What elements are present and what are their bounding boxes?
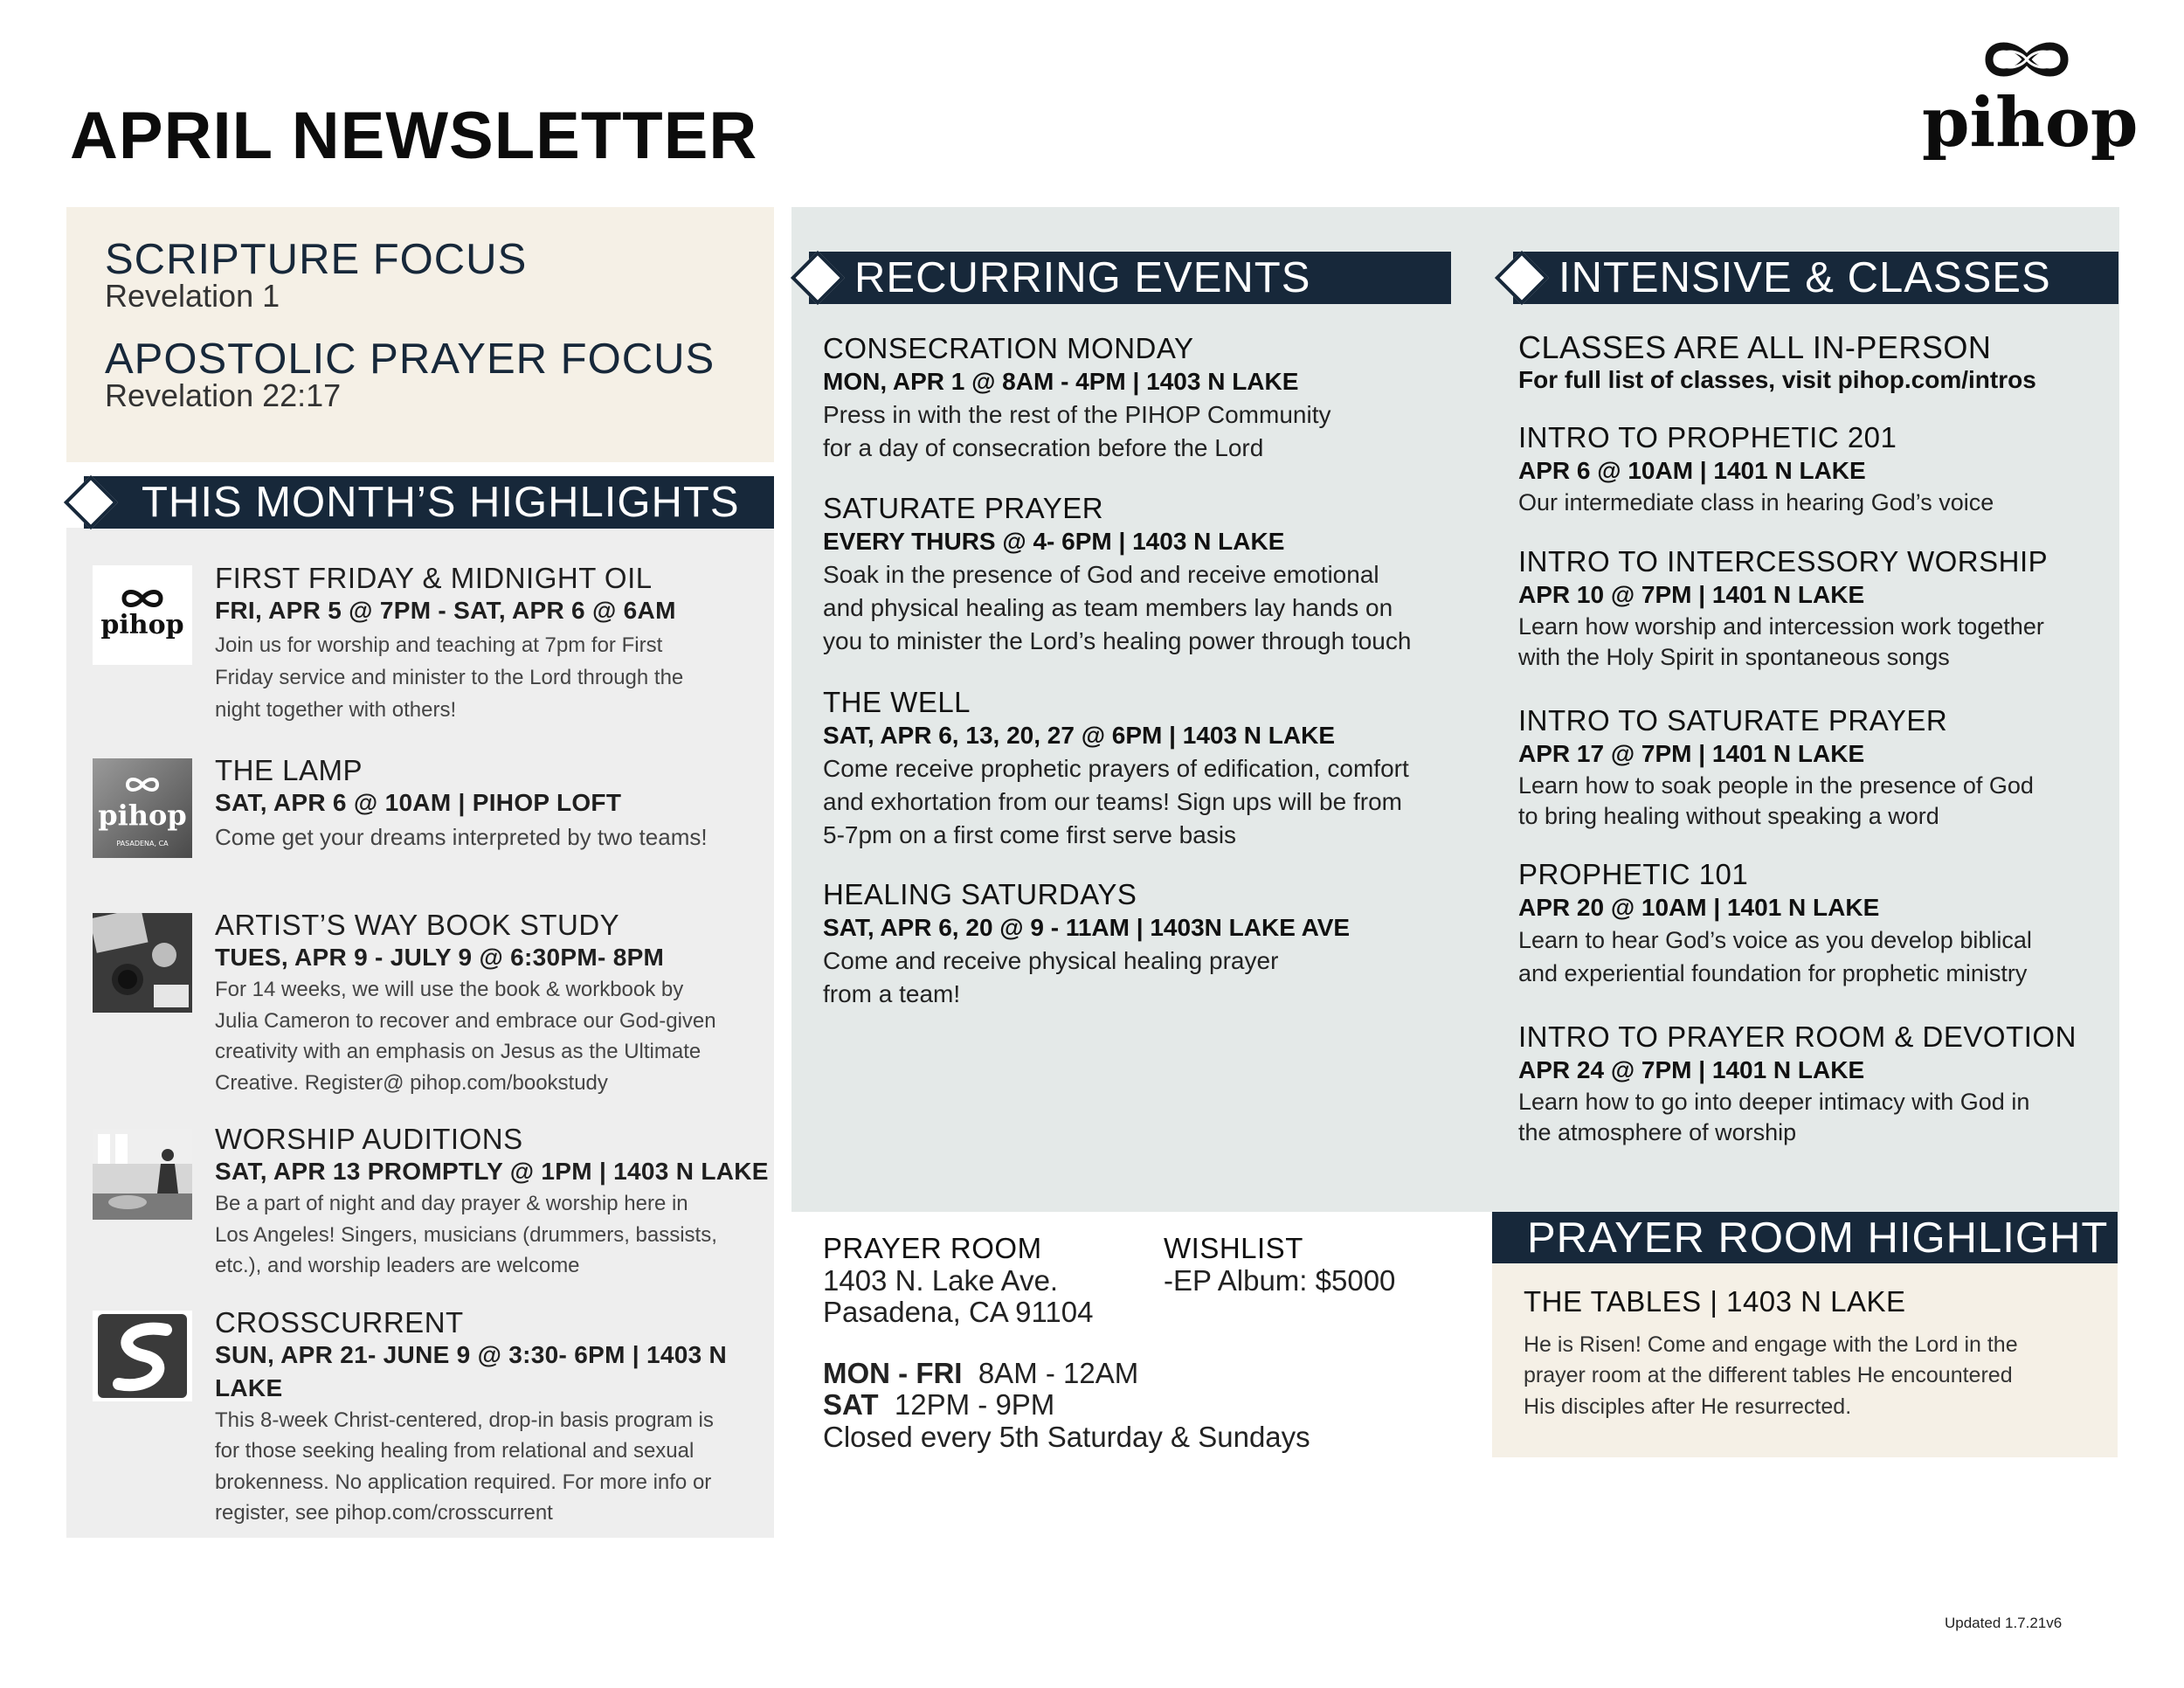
- classes-intro: [1518, 330, 2112, 394]
- highlight-title: THE LAMP: [215, 754, 363, 786]
- pihop-logo-icon: [93, 565, 192, 665]
- class-date: APR 20 @ 10AM | 1401 N LAKE: [1518, 893, 1880, 921]
- event-title: SATURATE PRAYER: [823, 492, 1104, 524]
- recurring-event: [823, 878, 1513, 1011]
- infinity-logo-icon: [1979, 35, 2075, 84]
- classes-intro-link: For full list of classes, visit pihop.com/intros: [1518, 365, 2036, 393]
- class-title: INTRO TO PROPHETIC 201: [1518, 421, 1897, 453]
- prayer-room-address-line2: Pasadena, CA 91104: [823, 1296, 1094, 1329]
- highlight-description: Join us for worship and teaching at 7pm for First Friday service and minister to the Lord through the night together with others!: [215, 633, 684, 723]
- pihop-logo: [1922, 35, 2139, 163]
- prayer-highlight-title: THE TABLES | 1403 N LAKE: [1524, 1285, 1906, 1318]
- highlight-description: Come get your dreams interpreted by two teams!: [215, 824, 708, 851]
- class-item: [1518, 421, 2112, 518]
- updated-note: Updated 1.7.21v6: [1945, 1615, 2063, 1631]
- highlight-item: [215, 755, 774, 854]
- class-description: Learn how worship and intercession work together with the Holy Spirit in spontaneous songs: [1518, 612, 2044, 671]
- wishlist-label: WISHLIST: [1164, 1232, 1303, 1264]
- pihop-pasadena-photo-icon: [93, 758, 192, 858]
- event-description: Come and receive physical healing prayer from a team!: [823, 946, 1279, 1007]
- highlight-description: This 8-week Christ-centered, drop-in basis program is for those seeking healing from relational and sexual brokenness. No application required. For more info or register, see pihop.com/crosscurrent: [215, 1408, 714, 1525]
- worship-room-photo-icon: [93, 1129, 192, 1220]
- svg-text:pihop: pihop: [100, 610, 184, 640]
- prayer-room-highlight-banner: PRAYER ROOM HIGHLIGHT: [1492, 1212, 2118, 1263]
- classes-banner: INTENSIVE & CLASSES: [1513, 252, 2118, 304]
- class-title: INTRO TO INTERCESSORY WORSHIP: [1518, 545, 2049, 578]
- highlight-date: SUN, APR 21- JUNE 9 @ 3:30- 6PM | 1403 N LAKE: [215, 1341, 728, 1402]
- wishlist-item: -EP Album: $5000: [1164, 1264, 1396, 1297]
- prayer-room-address-line1: 1403 N. Lake Ave.: [823, 1264, 1059, 1297]
- event-description: Press in with the rest of the PIHOP Community for a day of consecration before the Lord: [823, 400, 1331, 461]
- class-item: [1518, 704, 2112, 833]
- highlight-description: For 14 weeks, we will use the book & workbook by Julia Cameron to recover and embrace our God-given creativity with an emphasis on Jesus as the Ultimate Creative. Register@ pihop.com/bookstudy: [215, 978, 716, 1095]
- thumb-subtext: PASADENA, CA: [116, 840, 169, 847]
- highlight-date: SAT, APR 13 PROMPTLY @ 1PM | 1403 N LAKE: [215, 1158, 769, 1186]
- event-title: THE WELL: [823, 686, 971, 718]
- event-date: SAT, APR 6, 20 @ 9 - 11AM | 1403N LAKE AVE: [823, 913, 1351, 941]
- class-date: APR 6 @ 10AM | 1401 N LAKE: [1518, 456, 1866, 484]
- event-date: MON, APR 1 @ 8AM - 4PM | 1403 N LAKE: [823, 367, 1299, 395]
- wishlist: [1164, 1232, 1487, 1297]
- event-description: Come receive prophetic prayers of edification, comfort and exhortation from our teams! Sign ups will be from 5-7pm on a first come first serve basis: [823, 754, 1409, 848]
- class-title: INTRO TO SATURATE PRAYER: [1518, 704, 1948, 737]
- highlight-item: [215, 563, 774, 727]
- scripture-heading: SCRIPTURE FOCUS: [105, 236, 528, 283]
- closed-note: Closed every 5th Saturday & Sundays: [823, 1420, 1310, 1453]
- event-date: EVERY THURS @ 4- 6PM | 1403 N LAKE: [823, 527, 1285, 555]
- logo-text: pihop: [1922, 83, 2139, 163]
- highlight-item: [215, 1307, 774, 1529]
- class-date: APR 17 @ 7PM | 1401 N LAKE: [1518, 739, 1865, 767]
- prayer-focus-reference: Revelation 22:17: [105, 377, 342, 413]
- highlight-title: FIRST FRIDAY & MIDNIGHT OIL: [215, 562, 653, 594]
- class-description: Learn how to soak people in the presence of God to bring healing without speaking a word: [1518, 771, 2034, 830]
- event-date: SAT, APR 6, 13, 20, 27 @ 6PM | 1403 N LAKE: [823, 721, 1336, 749]
- class-date: APR 10 @ 7PM | 1401 N LAKE: [1518, 580, 1865, 608]
- hours-row: MON - FRI 8AM - 12AM: [823, 1357, 1139, 1389]
- prayer-highlight-description: He is Risen! Come and engage with the Lord in the prayer room at the different tables He encountered His disciples after He resurrected.: [1524, 1332, 2018, 1419]
- highlight-item: [215, 1124, 774, 1282]
- highlight-date: SAT, APR 6 @ 10AM | PIHOP LOFT: [215, 789, 622, 817]
- highlights-banner: THIS MONTH’S HIGHLIGHTS: [84, 476, 774, 529]
- class-item: [1518, 1020, 2112, 1149]
- prayer-room-label: PRAYER ROOM: [823, 1232, 1042, 1264]
- highlight-date: TUES, APR 9 - JULY 9 @ 6:30PM- 8PM: [215, 944, 665, 972]
- class-description: Learn how to go into deeper intimacy with God in the atmosphere of worship: [1518, 1088, 2030, 1146]
- highlight-description: Be a part of night and day prayer & worship here in Los Angeles! Singers, musicians (drummers, bassists, etc.), and worship leaders are welcome: [215, 1192, 717, 1278]
- highlight-item: [215, 910, 774, 1098]
- recurring-event: [823, 686, 1513, 852]
- crosscurrent-logo-icon: [93, 1311, 192, 1401]
- highlight-date: FRI, APR 5 @ 7PM - SAT, APR 6 @ 6AM: [215, 597, 676, 625]
- event-title: HEALING SATURDAYS: [823, 878, 1137, 910]
- class-item: [1518, 858, 2112, 990]
- class-item: [1518, 545, 2112, 674]
- event-title: CONSECRATION MONDAY: [823, 332, 1194, 364]
- prayer-room-highlight-box: [1492, 1263, 2118, 1457]
- page-title: APRIL NEWSLETTER: [70, 99, 758, 173]
- event-description: Soak in the presence of God and receive emotional and physical healing as team members lay hands on you to minister the Lord’s healing power through touch: [823, 560, 1412, 654]
- class-description: Our intermediate class in hearing God’s voice: [1518, 488, 1994, 515]
- highlight-title: CROSSCURRENT: [215, 1306, 464, 1339]
- prayer-room-hours: [823, 1358, 1487, 1453]
- highlight-title: ARTIST’S WAY BOOK STUDY: [215, 909, 620, 941]
- scripture-focus-box: [66, 207, 774, 462]
- class-title: PROPHETIC 101: [1518, 858, 1749, 890]
- classes-intro-title: CLASSES ARE ALL IN-PERSON: [1518, 329, 1992, 365]
- book-study-photo-icon: [93, 913, 192, 1013]
- class-title: INTRO TO PRAYER ROOM & DEVOTION: [1518, 1020, 2077, 1053]
- hours-row: SAT 12PM - 9PM: [823, 1388, 1055, 1422]
- prayer-room-info: [823, 1232, 1155, 1329]
- class-date: APR 24 @ 7PM | 1401 N LAKE: [1518, 1055, 1865, 1083]
- prayer-focus-heading: APOSTOLIC PRAYER FOCUS: [105, 336, 715, 383]
- class-description: Learn to hear God’s voice as you develop biblical and experiential foundation for prophetic ministry: [1518, 926, 2032, 986]
- scripture-reference: Revelation 1: [105, 278, 280, 314]
- recurring-event: [823, 492, 1513, 658]
- highlight-title: WORSHIP AUDITIONS: [215, 1123, 523, 1155]
- svg-text:pihop: pihop: [98, 799, 187, 832]
- recurring-event: [823, 332, 1513, 465]
- recurring-events-banner: RECURRING EVENTS: [809, 252, 1451, 304]
